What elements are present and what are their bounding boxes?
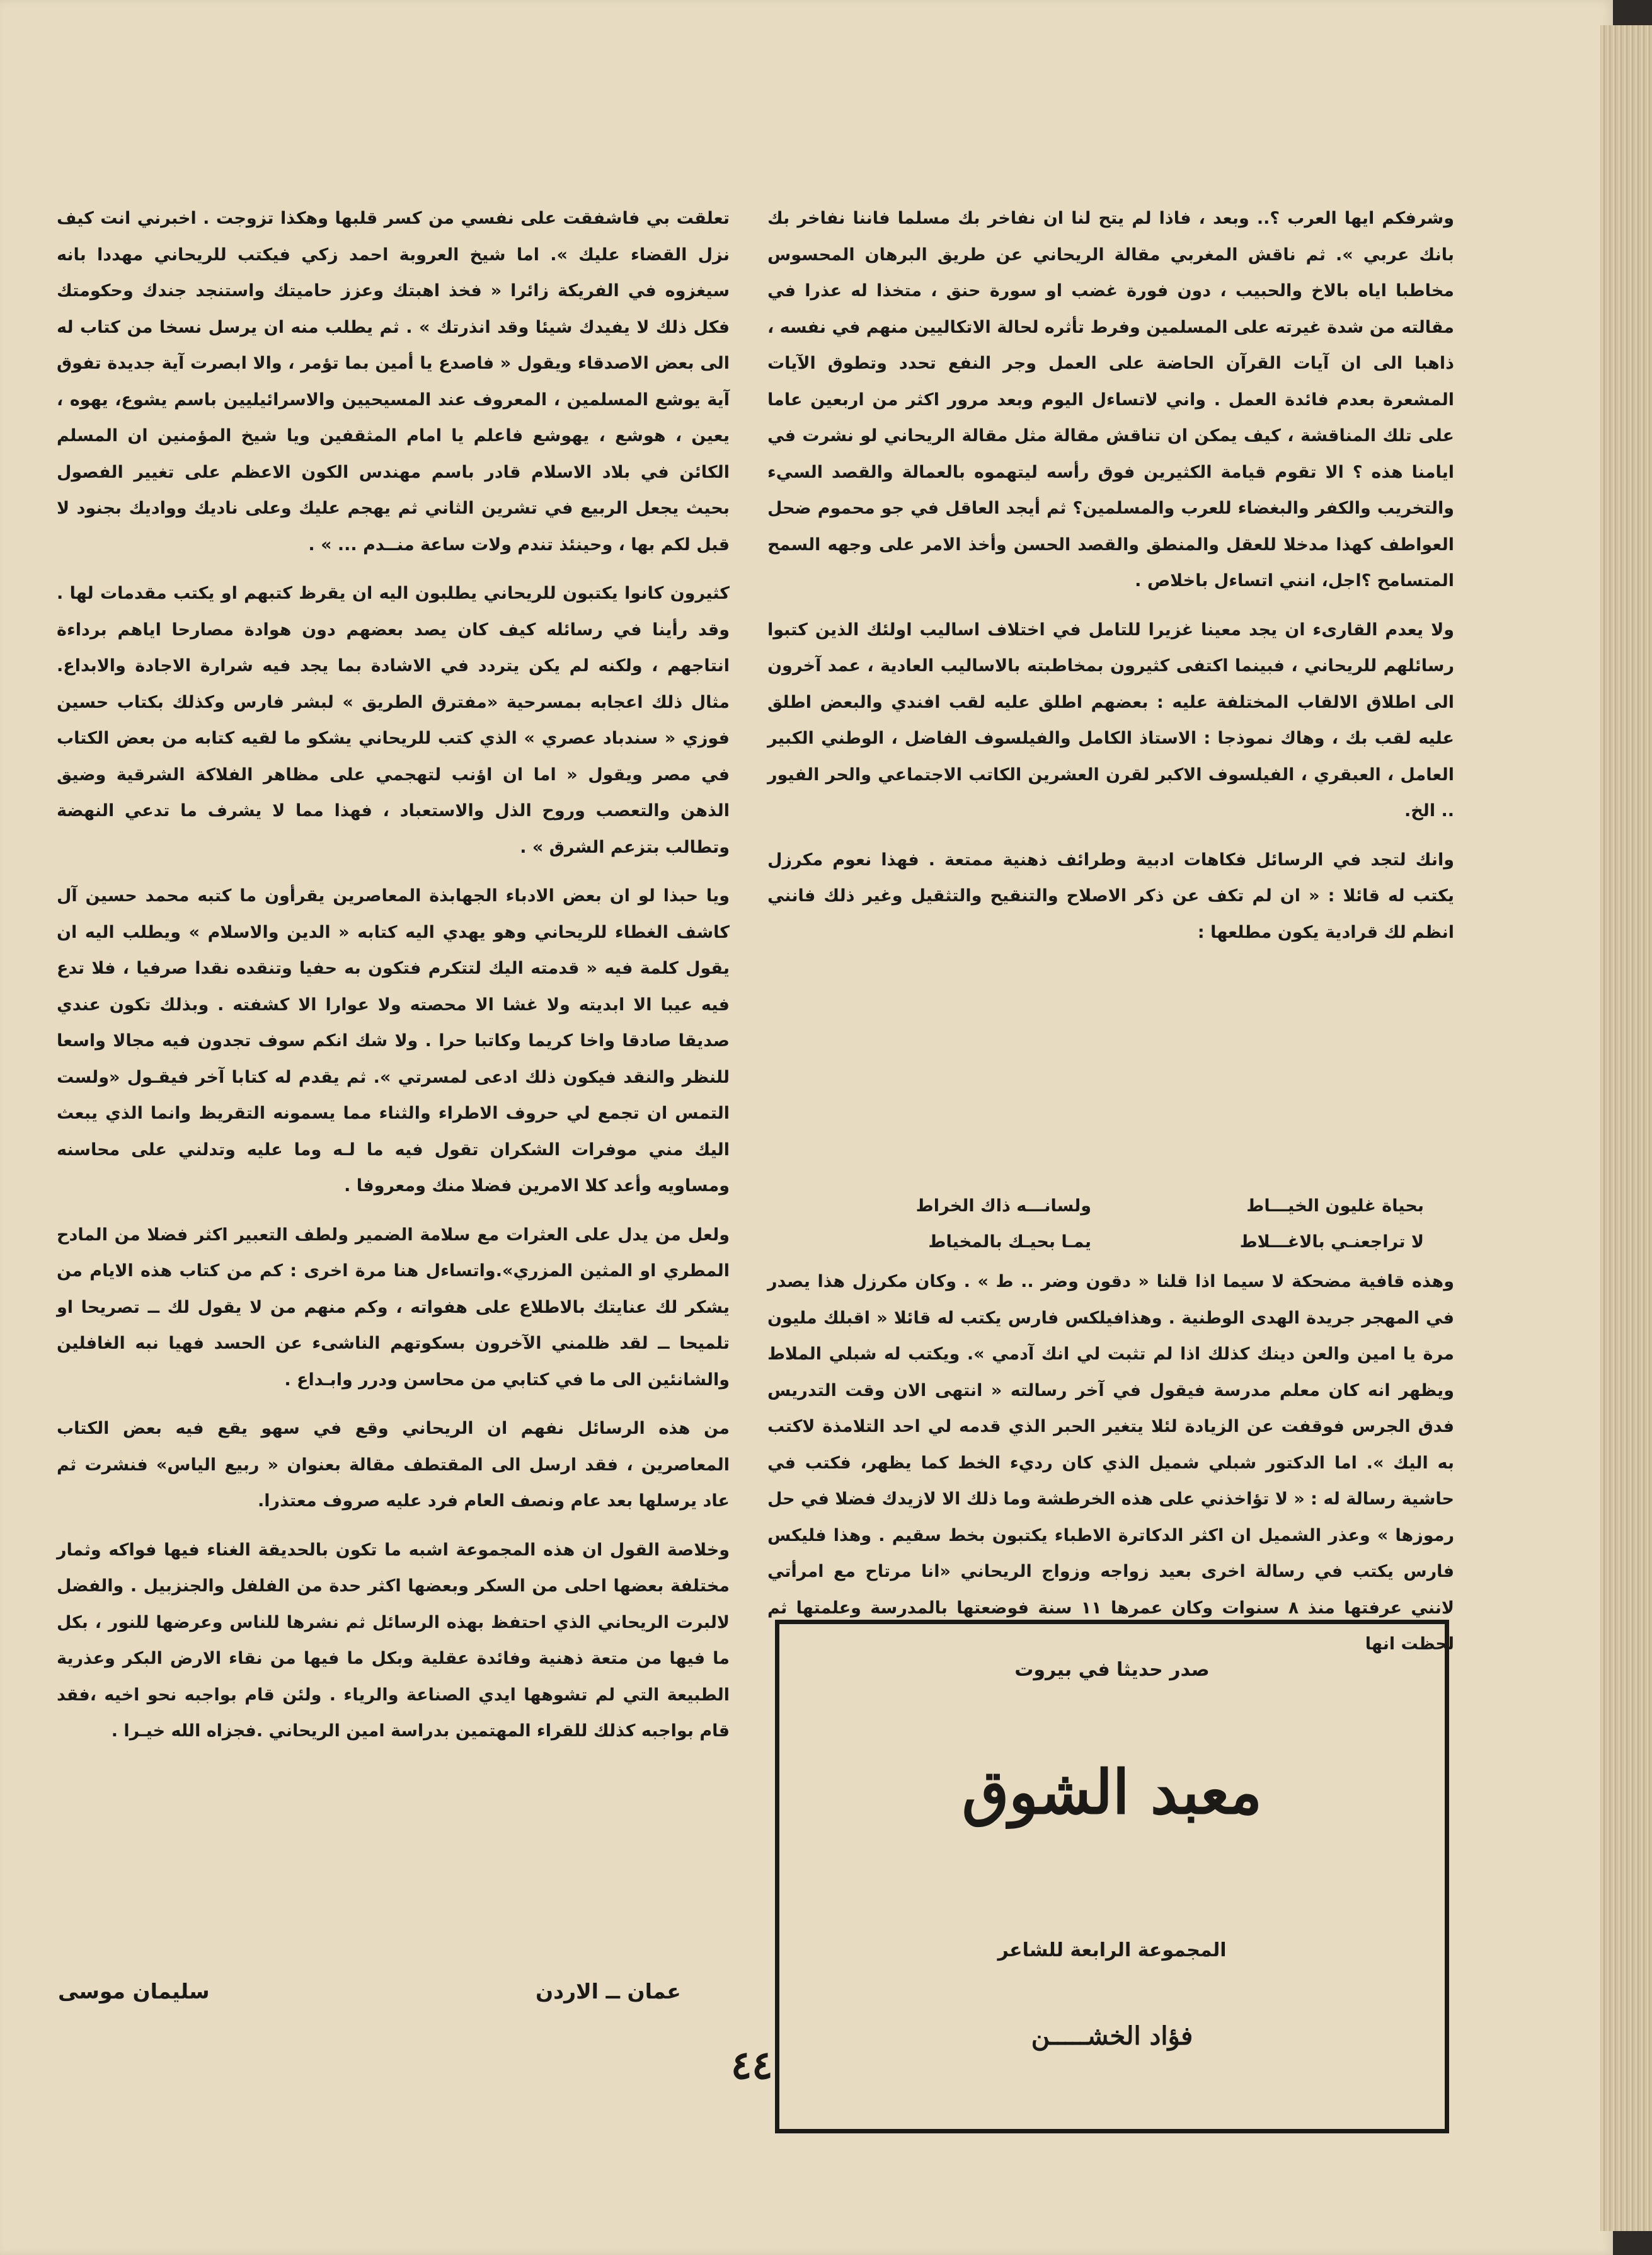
left-paragraph-5: من هذه الرسائل نفهم ان الريحاني وقع في سهو يقع فيه بعض الكتاب المعاصرين ، فقد ارسل الى المقتطف مقالة بعنوان « ربيع الياس» فنشرت ثم عاد يرسلها بعد عام ونصف العام فرد عليه صروف معتذرا. xyxy=(57,1419,730,1511)
right-column xyxy=(767,200,1454,963)
right-column-continued xyxy=(767,1264,1454,1675)
left-paragraph-4: ولعل من يدل على العثرات مع سلامة الضمير ولطف التعبير اكثر فضلا من المادح المطري او المثين المزري».واتساءل هنا مرة اخرى : كم من كتاب هذه الايام من يشكر لك عنايتك بالاطلاع على هفواته ، وكم منهم من لا يقول لك ــ تصريحا او تلميحا ــ لقد ظلمني الآخرون بسكوتهم الناشىء عن الحسد فهيا نبه الغافلين والشانئين الى ما في كتابي من محاسن ودرر وابـداع . xyxy=(57,1225,730,1390)
ad-heading: صدر حديثا في بيروت xyxy=(1014,1659,1210,1681)
left-column xyxy=(57,200,730,1762)
ad-book-title: معبد الشوق xyxy=(961,1756,1263,1828)
left-paragraph-6: وخلاصة القول ان هذه المجموعة اشبه ما تكون بالحديقة الغناء فيها فواكه وثمار مختلفة بعضها احلى من السكر وبعضها اكثر حدة من الفلفل والجنزبيل . والفضل لالبرت الريحاني الذي احتفظ بهذه الرسائل ثم نشرها للناس وعرضها للنور ، بكل ما فيها من متعة ذهنية وفائدة عقلية وبكل ما فيها من نقاء الارض البكر وعذرية الطبيعة التي لم تشوهها ايدي الصناعة والرياء . ولئن قام بواجبه نحو اخيه ،فقد قام بواجبه كذلك للقراء المهتمين بدراسة امين الريحاني .فجزاه الله خيـرا . xyxy=(57,1540,730,1741)
ad-author: فؤاد الخشـــــن xyxy=(1031,2021,1193,2051)
right-paragraph-after-poem: وهذه قافية مضحكة لا سيما اذا قلنا « دقون وضر .. ط » . وكان مكرزل هذا يصدر في المهجر جريدة الهدى الوطنية . وهذافيلكس فارس يكتب له قائلا « اقبلك مليون مرة يا امين والعن دينك كذلك اذا لم تثبت لي انك آدمي ». ويكتب له شبلي الملاط ويظهر انه كان معلم مدرسة فيقول في آخر رسالته « انتهى الان وقت التدريس فدق الجرس فوقفت عن الزيادة لئلا يتغير الحبر الذي قدمه لي احد التلامذة لاكتب به اليك ». اما الدكتور شبلي شميل الذي كان رديء الخط كما يظهر، فكتب في حاشية رسالة له : « لا تؤاخذني على هذه الخرطشة وما ذلك الا لازيدك فضلا في حل رموزها » وعذر الشميل ان اكثر الدكاترة الاطباء يكتبون بخط سقيم . وهذا فليكس فارس يكتب في رسالة اخرى بعيد زواجه وزواج الريحاني «انا مرتاح مع امرأتي لانني عرفتها منذ ٨ سنوات وكان عمرها ١١ سنة فوضعتها بالمدرسة وعلمتها ثم لحظت انها xyxy=(767,1272,1454,1654)
poem-line-1-first: بحياة غليون الخيـــاط xyxy=(1246,1196,1424,1216)
left-paragraph-3: ويا حبذا لو ان بعض الادباء الجهابذة المعاصرين يقرأون ما كتبه محمد حسين آل كاشف الغطاء للريحاني وهو يهدي اليه كتابه « الدين والاسلام » ويطلب اليه ان يقول كلمة فيه « قدمته اليك لتتكرم فتكون به حفيا وتنقده نقدا صرفيا ، فلا تدع فيه عيبا الا ابديته ولا غشا الا محصته ولا عوارا الا كشفته . وبذلك تكون عندي صديقا صادقا واخا كريما وكاتبا حرا . ولا شك انكم سوف تجدون فيه مجالا واسعا للنظر والنقد فيكون ذلك ادعى لمسرتي ». ثم يقدم له كتابا آخر فيقـول «ولست التمس ان تجمع لي حروف الاطراء والثناء مما يسمونه التقريظ وانما الذي يبعث اليك مني موفرات الشكران تقول فيه ما لـه وما عليه وتدلني على محاسنه ومساويه وأعد كلا الامرين فضلا منك ومعروفا . xyxy=(57,886,730,1196)
poem-line-2 xyxy=(819,1224,1424,1260)
right-paragraph-2: ولا يعدم القارىء ان يجد معينا غزيرا للتامل في اختلاف اساليب اولئك الذين كتبوا رسائلهم للريحاني ، فبينما اكتفى كثيرون بمخاطبته بالاساليب العادية ، عمد آخرون الى اطلاق الالقاب المختلفة عليه : بعضهم اطلق عليه لقب افندي والبعض اطلق عليه لقب بك ، وهاك نموذجا : الاستاذ الكامل والفيلسوف الفاضل ، الوطني الكبير العامل ، العبقري ، الفيلسوف الاكبر لقرن العشرين الكاتب الاجتماعي والحر الفيور .. الخ. xyxy=(767,620,1454,821)
left-paragraph-2: كثيرون كانوا يكتبون للريحاني يطلبون اليه ان يقرظ كتبهم او يكتب مقدمات لها . وقد رأينا في رسائله كيف كان يصد بعضهم دون هوادة مصارحا اياهم برداءة انتاجهم ، ولكنه لم يكن يتردد في الاشادة بما يجد فيه شرارة الاجادة والابداع. مثال ذلك اعجابه بمسرحية «مفترق الطريق » لبشر فارس وكذلك بكتاب حسين فوزي « سندباد عصري » الذي كتب للريحاني يشكو ما لقيه كتابه من بعض الكتاب في مصر ويقول « اما ان اؤنب لتهجمي على مظاهر الفلاكة الشرقية وضيق الذهن والتعصب وروح الذل والاستعباد ، فهذا مما لا يشرف ما تدعي النهضة وتطالب بتزعم الشرق » . xyxy=(57,584,730,857)
book-advertisement xyxy=(775,1620,1449,2133)
page-stack-edge xyxy=(1600,25,1652,2231)
poem-line-2-first: لا تراجعنـي بالاغـــلاط xyxy=(1239,1232,1424,1252)
poem-line-2-second: يمـا بحيـك بالمخياط xyxy=(928,1232,1091,1252)
ad-subtitle: المجموعة الرابعة للشاعر xyxy=(997,1939,1227,1961)
right-paragraph-1: وشرفكم ايها العرب ؟.. وبعد ، فاذا لم يتح لنا ان نفاخر بك مسلما فاننا نفاخر بك بانك عربي ». ثم ناقش المغربي مقالة الريحاني عن طريق البرهان المحسوس مخاطبا اياه بالاخ والحبيب ، دون فورة غضب او سورة حنق ، متخذا له عذرا في مقالته من شدة غيرته على المسلمين وفرط تأثره لحالة الاتكاليين منهم في نفسه ، ذاهبا الى ان آيات القرآن الحاضة على العمل وجر النفع تحدد وتطوق الآيات المشعرة بعدم فائدة العمل . واني لاتساءل اليوم وبعد مرور اكثر من اربعين عاما على تلك المناقشة ، كيف يمكن ان تناقش مقالة مثل مقالة الريحاني لو نشرت في ايامنا هذه ؟ الا تقوم قيامة الكثيرين فوق رأسه ليتهموه بالعمالة والقصد السيء والتخريب والكفر والبغضاء للعرب والمسلمين؟ ثم أيجد العاقل في جو محموم ضحل العواطف كهذا مدخلا للعقل والمنطق والقصد الحسن وأخذ الامر على وجهه السمح المتسامح ؟اجل، انني اتساءل باخلاص . xyxy=(767,209,1454,591)
poem-line-1 xyxy=(819,1188,1424,1224)
left-paragraph-1: تعلقت بي فاشفقت على نفسي من كسر قلبها وهكذا تزوجت . اخبرني انت كيف نزل القضاء عليك ». اما شيخ العروبة احمد زكي فيكتب للريحاني مهددا بانه سيغزوه في الفريكة زائرا « فخذ اهبتك وعزز حاميتك واستنجد جندك وحكومتك فكل ذلك لا يفيدك شيئا وقد انذرتك » . ثم يطلب منه ان يرسل نسخا من كتاب له الى بعض الاصدقاء ويقول « فاصدع يا أمين بما تؤمر ، والا ابصرت آية جديدة تفوق آية يوشع المسلمين ، المعروف عند المسيحيين والاسرائيليين باسم يشوع، يهوه ، يعين ، هوشع ، يهوشع فاعلم يا امام المثقفين ويا شيخ المؤمنين ان المسلم الكائن في بلاد الاسلام قادر باسم مهندس الكون الاعظم على تغيير الفصول بحيث يجعل الربيع في تشرين الثاني ثم يهجم عليك وعلى ناديك وواديك بجنود لا قبل لكم بها ، وحينئذ تندم ولات ساعة منــدم ... » . xyxy=(57,209,730,555)
signature-place: عمان ــ الاردن xyxy=(536,1979,681,2004)
poem-line-1-second: ولسانـــه ذاك الخراط xyxy=(915,1196,1091,1216)
right-paragraph-3: وانك لتجد في الرسائل فكاهات ادبية وطرائف ذهنية ممتعة . فهذا نعوم مكرزل يكتب له قائلا : « ان لم تكف عن ذكر الاصلاح والتنقيح والتثقيل وغير ذلك فانني انظم لك قرادية يكون مطلعها : xyxy=(767,850,1454,942)
page-number: ٤٤ xyxy=(731,2042,773,2088)
signature-name: سليمان موسى xyxy=(58,1979,210,2004)
poem-verses xyxy=(819,1188,1424,1260)
